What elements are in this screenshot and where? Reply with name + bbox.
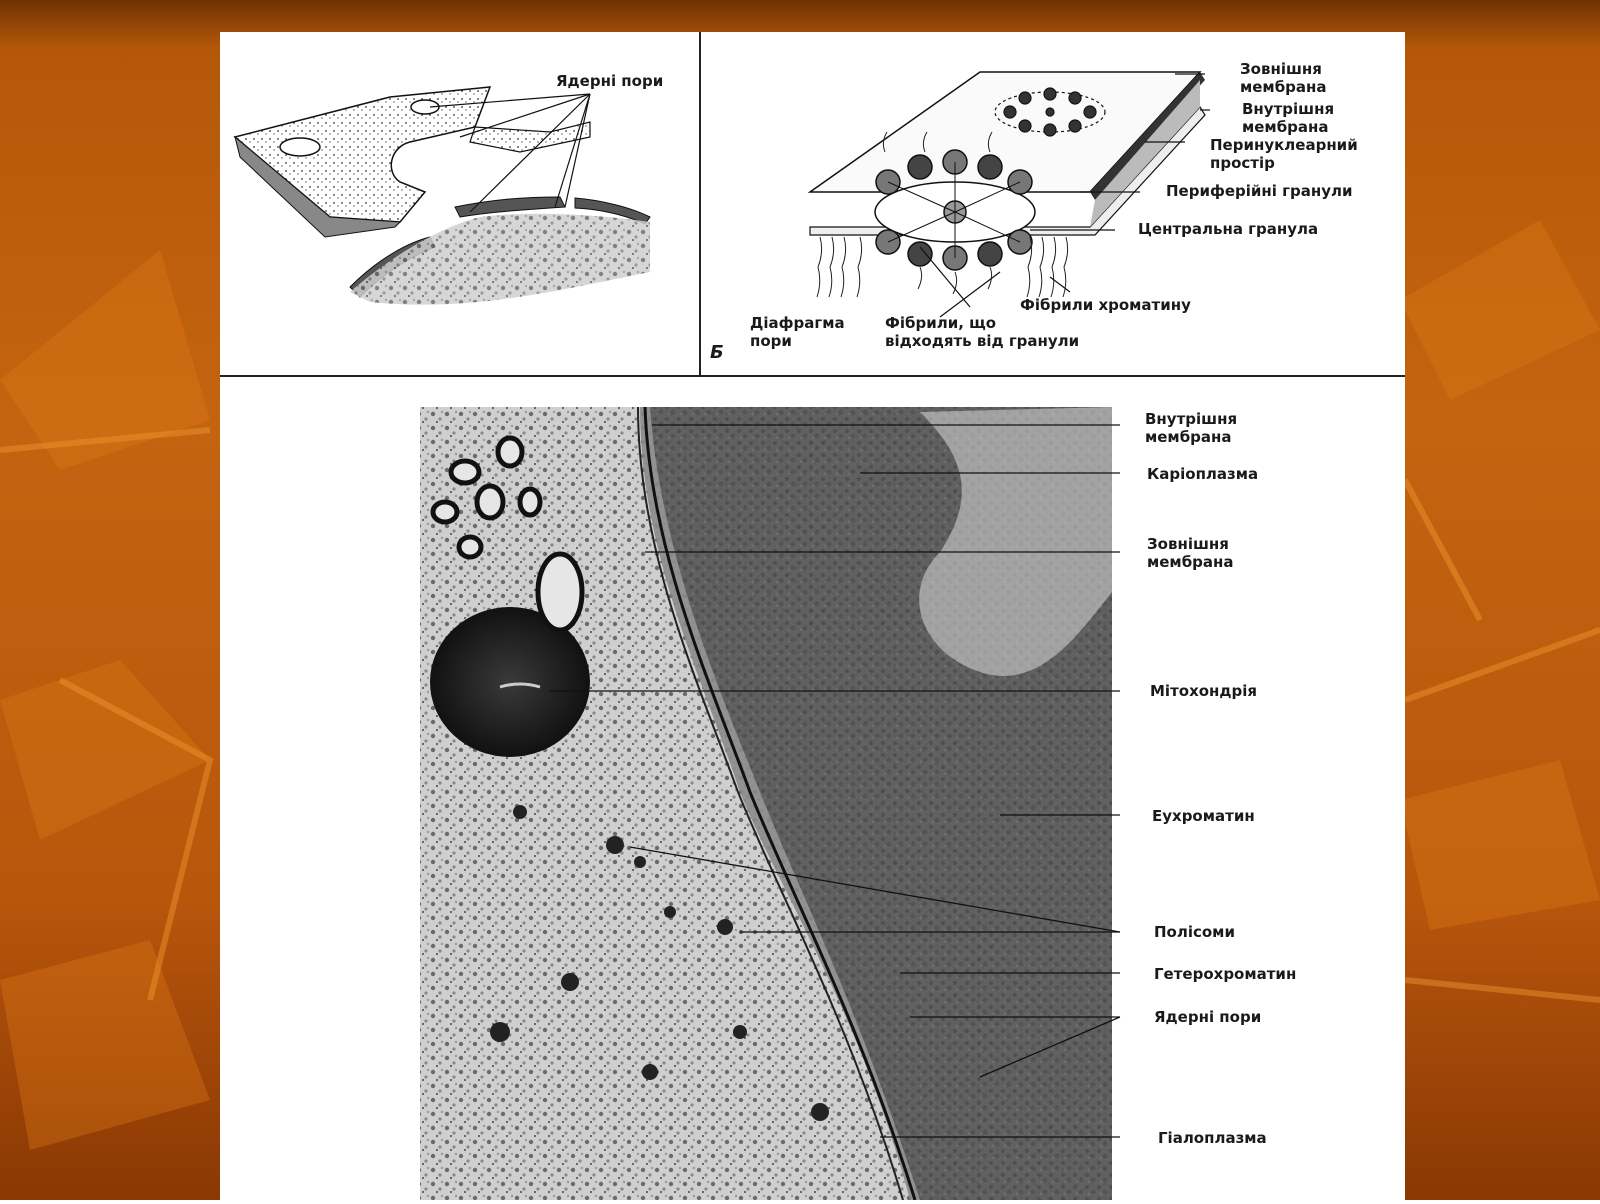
electron-micrograph xyxy=(420,407,1296,1200)
panel-letter-b: Б xyxy=(710,342,724,363)
label-heterochromatin: Гетерохроматин xyxy=(1154,965,1297,983)
label-outer-membrane-m-1: Зовнішня xyxy=(1147,535,1229,553)
label-hyaloplasm: Гіалоплазма xyxy=(1158,1129,1267,1147)
nuclear-envelope-figure xyxy=(220,32,1405,1200)
label-chromatin-fibrils: Фібрили хроматину xyxy=(1020,296,1191,314)
label-nuclear-pores-m: Ядерні пори xyxy=(1154,1008,1262,1026)
label-central-granule: Центральна гранула xyxy=(1138,220,1319,238)
label-outer-membrane-m-2: мембрана xyxy=(1147,553,1234,571)
label-outer-membrane-b-1: Зовнішня xyxy=(1240,60,1322,78)
label-inner-membrane-b-1: Внутрішня xyxy=(1242,100,1335,118)
label-euchromatin: Еухроматин xyxy=(1152,807,1255,825)
label-polysomes: Полісоми xyxy=(1154,923,1235,941)
figure-panel xyxy=(220,32,1405,1200)
label-inner-membrane-b-2: мембрана xyxy=(1242,118,1329,136)
label-inner-membrane-m-1: Внутрішня xyxy=(1145,410,1238,428)
label-nuclear-pores-a: Ядерні пори xyxy=(556,72,664,90)
figure-a-nuclear-envelope xyxy=(235,72,663,305)
label-pore-diaphragm-2: пори xyxy=(750,332,792,350)
label-perinuclear-space-1: Перинуклеарний xyxy=(1210,136,1358,154)
label-granule-fibrils-2: відходять від гранули xyxy=(885,332,1080,350)
figure-b-nuclear-pore-complex xyxy=(710,60,1358,363)
label-granule-fibrils-1: Фібрили, що xyxy=(885,314,997,332)
label-outer-membrane-b-2: мембрана xyxy=(1240,78,1327,96)
label-inner-membrane-m-2: мембрана xyxy=(1145,428,1232,446)
label-peripheral-granules: Периферійні гранули xyxy=(1166,182,1353,200)
label-mitochondrion: Мітохондрія xyxy=(1150,682,1258,700)
label-perinuclear-space-2: простір xyxy=(1210,154,1275,172)
label-pore-diaphragm-1: Діафрагма xyxy=(750,314,845,332)
label-karyoplasm: Каріоплазма xyxy=(1147,465,1259,483)
